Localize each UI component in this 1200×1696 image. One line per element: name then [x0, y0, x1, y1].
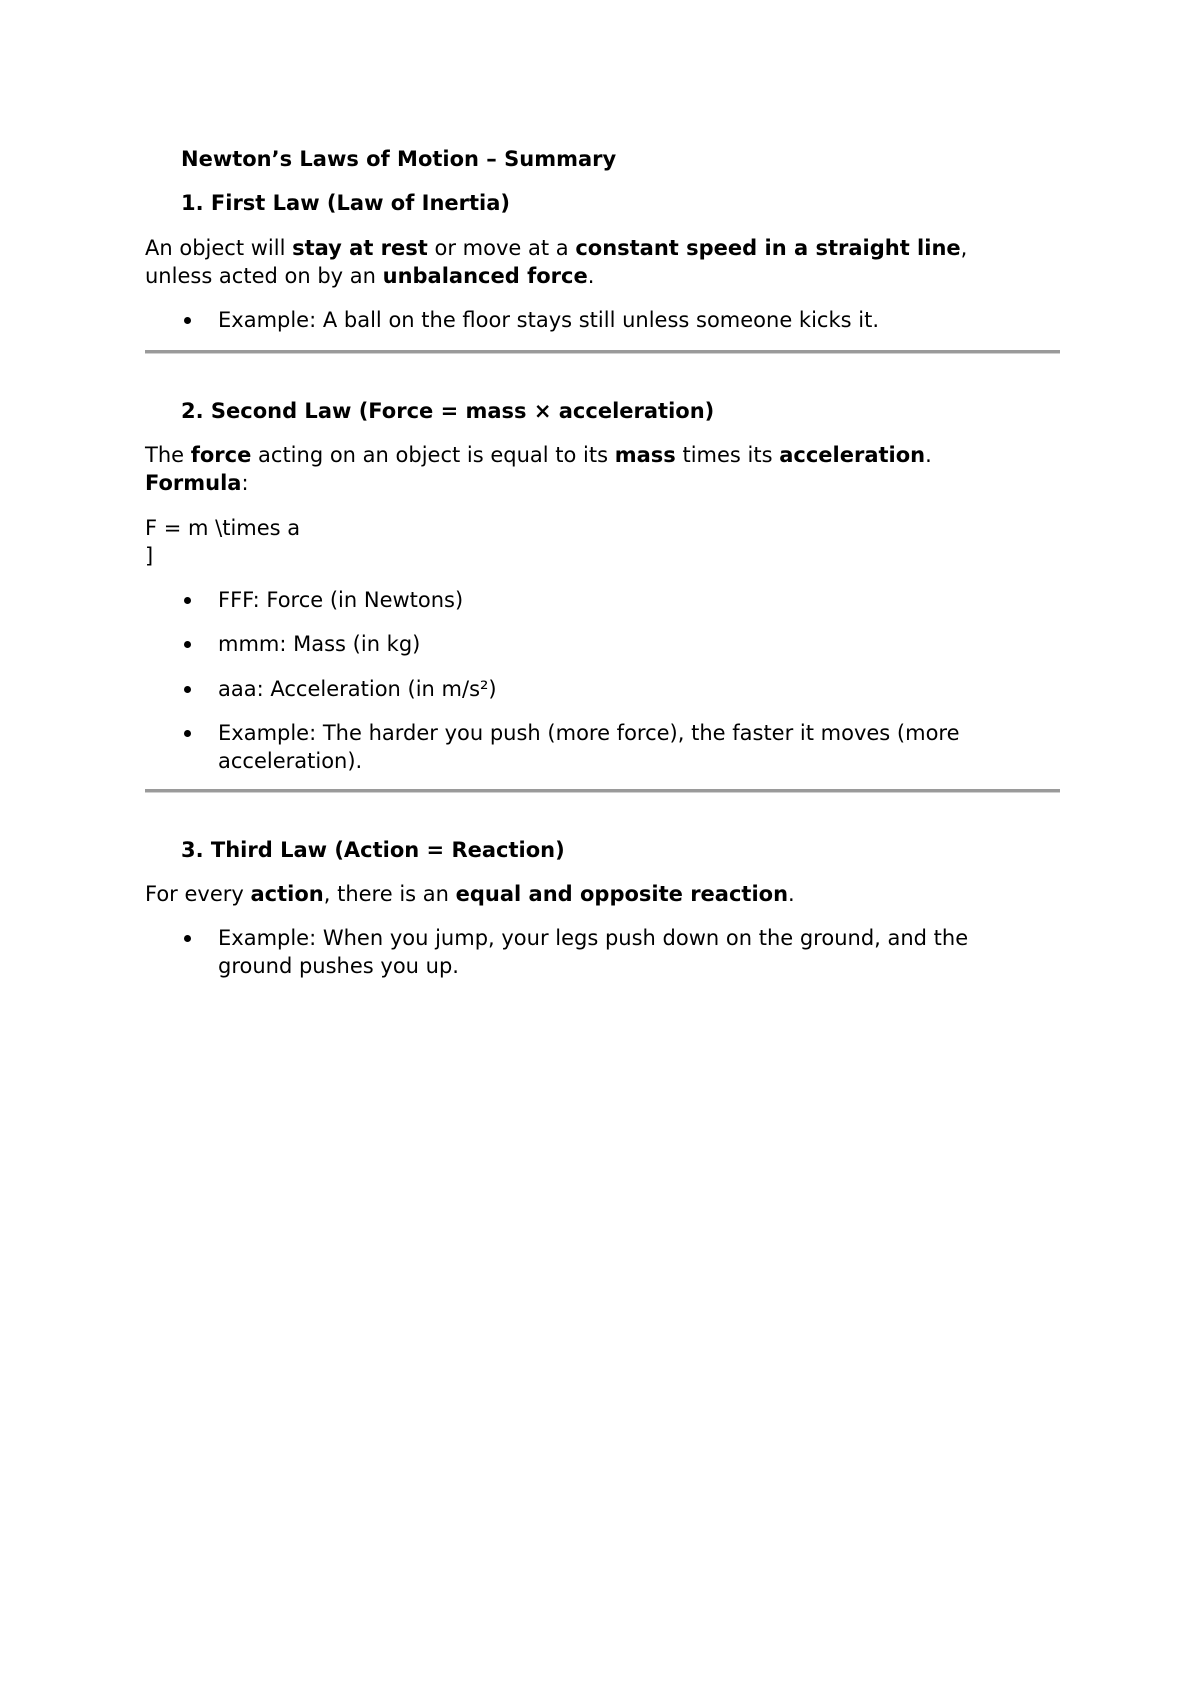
law2-formula-label [145, 469, 249, 497]
bold-run: force [190, 443, 252, 467]
law2-example-line2: acceleration). [218, 749, 363, 773]
bold-run: equal and opposite reaction [455, 882, 789, 906]
text-run: unless acted on by an [145, 264, 383, 288]
text-run: , there is an [323, 882, 456, 906]
bold-run: mass [614, 443, 676, 467]
law2-formula-line2: ] [145, 544, 154, 568]
law2-bullet-acceleration: aaa: Acceleration (in m/s²) [218, 677, 497, 701]
text-run: For every [145, 882, 251, 906]
bold-run: acceleration [779, 443, 926, 467]
law2-example-line1: Example: The harder you push (more force), the faster it moves (more [218, 721, 960, 745]
text-run: The [145, 443, 191, 467]
bullet-icon [184, 317, 191, 324]
law2-heading: 2. Second Law (Force = mass × acceleration) [181, 399, 715, 423]
bullet-icon [184, 935, 191, 942]
bold-run: action [250, 882, 324, 906]
bold-run: Formula [145, 471, 242, 495]
law1-example: Example: A ball on the floor stays still unless someone kicks it. [218, 308, 879, 332]
law3-heading: 3. Third Law (Action = Reaction) [181, 838, 565, 862]
text-run: : [241, 471, 249, 495]
law3-paragraph [145, 880, 795, 908]
law1-paragraph-line1 [145, 234, 967, 262]
document-title: Newton’s Laws of Motion – Summary [181, 147, 617, 171]
text-run: times its [675, 443, 780, 467]
bullet-icon [184, 730, 191, 737]
text-run: . [925, 443, 932, 467]
bullet-icon [184, 597, 191, 604]
bold-run: constant speed in a straight line [575, 236, 961, 260]
law2-bullet-mass: mmm: Mass (in kg) [218, 632, 421, 656]
law1-heading: 1. First Law (Law of Inertia) [181, 191, 511, 215]
text-run: acting on an object is equal to its [251, 443, 615, 467]
bullet-icon [184, 686, 191, 693]
text-run: , [960, 236, 968, 260]
law2-paragraph-line1 [145, 441, 932, 469]
law3-example-line1: Example: When you jump, your legs push down on the ground, and the [218, 926, 969, 950]
law2-formula-line1: F = m \times a [145, 516, 301, 540]
text-run: or move at a [427, 236, 576, 260]
bullet-icon [184, 641, 191, 648]
law1-paragraph-line2 [145, 262, 594, 290]
bold-run: unbalanced force [382, 264, 588, 288]
text-run: . [788, 882, 795, 906]
law2-bullet-force: FFF: Force (in Newtons) [218, 588, 464, 612]
section-divider [145, 350, 1060, 354]
section-divider [145, 789, 1060, 793]
law3-example-line2: ground pushes you up. [218, 954, 459, 978]
text-run: An object will [145, 236, 293, 260]
text-run: . [587, 264, 595, 288]
bold-run: stay at rest [292, 236, 428, 260]
